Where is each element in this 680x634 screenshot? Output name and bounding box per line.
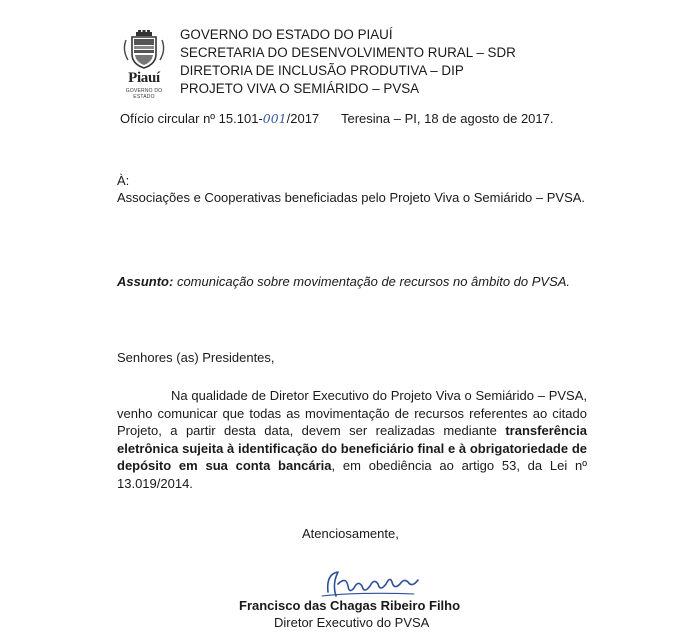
letter-reference-number [120,111,319,126]
signer-name: Francisco das Chagas Ribeiro Filho [239,598,461,613]
piaui-coat-of-arms-logo [116,30,172,98]
reference-suffix: /2017 [286,111,320,126]
letterhead-line-government: GOVERNO DO ESTADO DO PIAUÍ [180,27,393,42]
recipient-to-label: À: [117,173,130,188]
greeting: Senhores (as) Presidentes, [117,350,275,365]
subject-label: Assunto: [117,274,174,289]
body-text-bold: transferência eletrônica sujeita à identificação do beneficiário final e à obrigatoriedade de depósito em sua conta bancária [117,423,587,473]
logo-subtitle: GOVERNO DO ESTADO [125,88,163,100]
recipient-addressee: Associações e Cooperativas beneficiadas pelo Projeto Viva o Semiárido – PVSA. [117,190,586,205]
coat-of-arms-icon [116,30,172,70]
handwritten-reference-number: 001 [262,111,287,126]
closing: Atenciosamente, [302,526,399,541]
letterhead-line-project: PROJETO VIVA O SEMIÁRIDO – PVSA [180,81,420,96]
body-text-part2: , em obediência ao artigo 53, da Lei nº 13.019/2014. [117,458,587,491]
subject-line [117,273,587,291]
signer-role: Diretor Executivo do PVSA [274,615,430,630]
body-paragraph [117,387,587,492]
subject-text: comunicação sobre movimentação de recursos no âmbito do PVSA. [173,274,571,289]
letterhead-line-secretariat: SECRETARIA DO DESENVOLVIMENTO RURAL – SDR [180,45,516,60]
reference-prefix: Ofício circular nº 15.101- [120,111,263,126]
body-text-part1: Na qualidade de Diretor Executivo do Projeto Viva o Semiárido – PVSA, venho comunicar que todas as movimentação de recursos referentes ao citado Projeto, a partir desta data, devem ser realizadas mediante [117,388,587,438]
logo-wordmark: Piauí [128,70,160,86]
letterhead [180,26,516,98]
place-and-date: Teresina – PI, 18 de agosto de 2017. [341,111,554,126]
letterhead-line-directorate: DIRETORIA DE INCLUSÃO PRODUTIVA – DIP [180,63,464,78]
